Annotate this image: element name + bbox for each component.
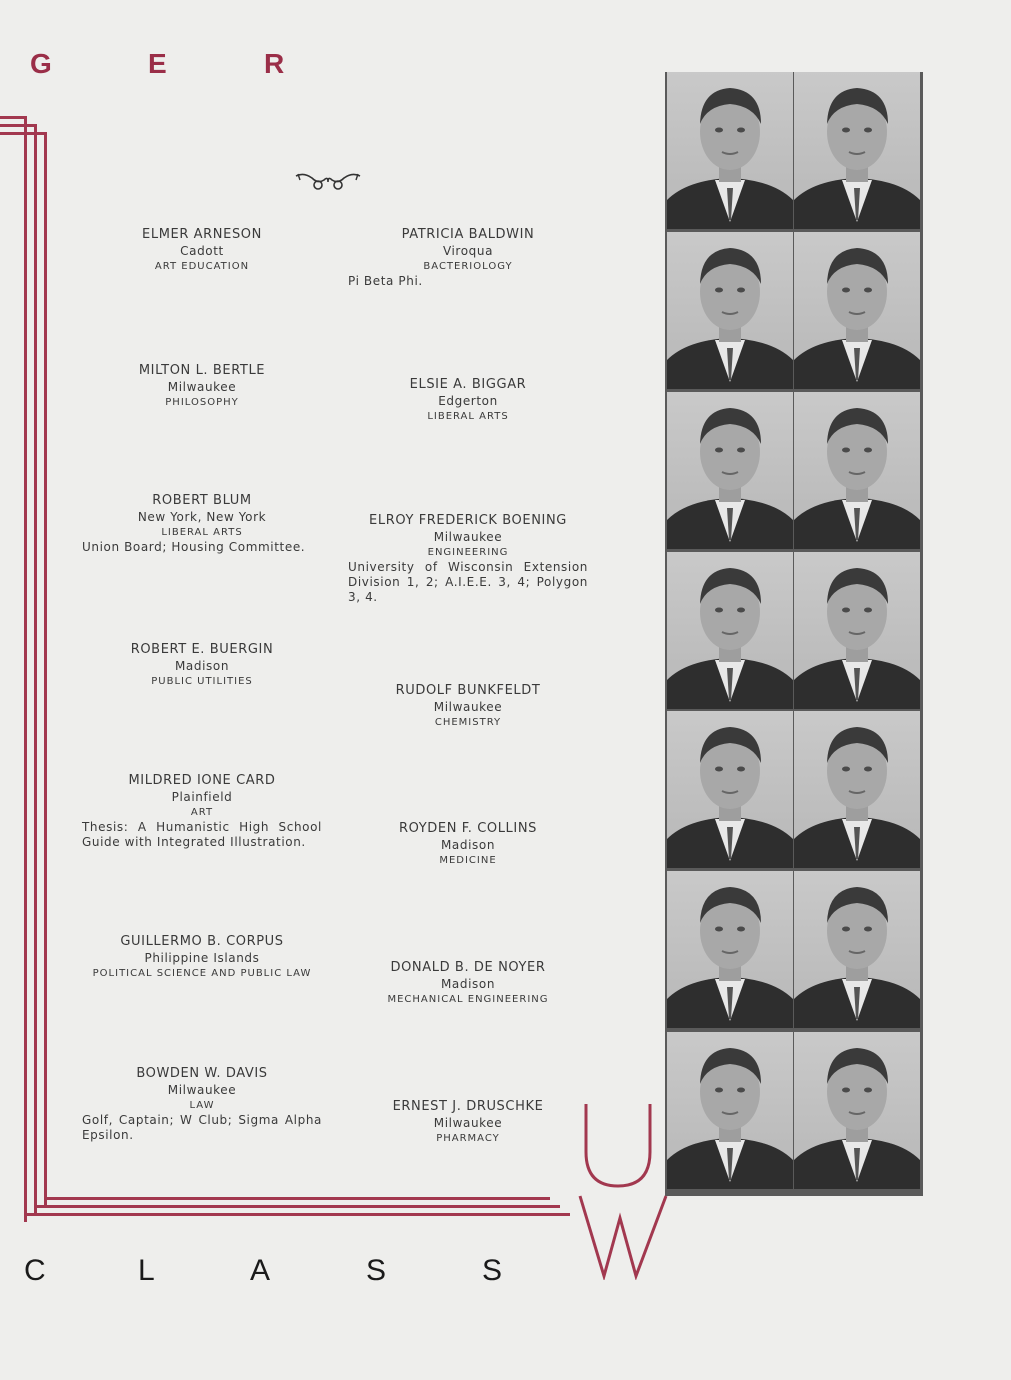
student-department: LIBERAL ARTS	[427, 411, 509, 422]
student-hometown: Milwaukee	[433, 1116, 503, 1130]
footer-letter-s: S	[482, 1254, 503, 1287]
student-portrait	[667, 1032, 793, 1189]
student-entry	[348, 512, 588, 605]
scroll-ornament-icon	[294, 168, 362, 194]
student-department: BACTERIOLOGY	[423, 261, 513, 272]
student-portrait	[794, 72, 920, 229]
footer-letter-s: S	[366, 1254, 387, 1287]
student-activities: University of Wisconsin Extension Division 1, 2; A.I.E.E. 3, 4; Polygon 3, 4.	[348, 560, 588, 604]
student-portrait	[667, 552, 793, 709]
student-portrait	[667, 72, 793, 229]
student-department: CHEMISTRY	[434, 717, 502, 728]
header-letter-r: R	[264, 48, 285, 79]
student-hometown: Milwaukee	[167, 1083, 237, 1097]
student-portrait	[794, 232, 920, 389]
student-portrait	[794, 392, 920, 549]
student-entry	[82, 492, 322, 555]
student-entry	[82, 362, 322, 410]
student-hometown: New York, New York	[137, 510, 267, 524]
student-portrait	[794, 871, 920, 1028]
footer-letter-l: L	[138, 1254, 155, 1287]
student-name: ROBERT BLUM	[152, 493, 252, 508]
student-name: GUILLERMO B. CORPUS	[120, 934, 284, 949]
student-hometown: Cadott	[180, 244, 224, 258]
student-department: PHARMACY	[436, 1133, 500, 1144]
student-portrait	[794, 552, 920, 709]
student-name: RUDOLF BUNKFELDT	[395, 683, 541, 698]
student-entry	[348, 226, 588, 289]
student-department: PUBLIC UTILITIES	[151, 676, 253, 687]
student-name: ERNEST J. DRUSCHKE	[392, 1099, 544, 1114]
student-hometown: Milwaukee	[433, 530, 503, 544]
footer-letter-a: A	[250, 1254, 271, 1287]
footer-letter-c: C	[24, 1254, 46, 1287]
student-name: PATRICIA BALDWIN	[401, 227, 535, 242]
student-name: ELSIE A. BIGGAR	[409, 377, 527, 392]
student-entry	[82, 772, 322, 850]
student-activities: Golf, Captain; W Club; Sigma Alpha Epsilon.	[82, 1113, 322, 1142]
header-letter-g: G	[30, 48, 52, 79]
student-name: ELMER ARNESON	[142, 227, 262, 242]
student-entry	[82, 226, 322, 274]
student-hometown: Madison	[440, 838, 496, 852]
student-name: MILTON L. BERTLE	[138, 363, 266, 378]
portrait-grid	[665, 72, 923, 1196]
student-hometown: Madison	[174, 659, 230, 673]
student-department: POLITICAL SCIENCE AND PUBLIC LAW	[92, 968, 312, 979]
student-name: ELROY FREDERICK BOENING	[369, 513, 567, 528]
student-activities: Union Board; Housing Committee.	[82, 540, 306, 554]
student-portrait	[667, 871, 793, 1028]
student-entry	[82, 1065, 322, 1143]
student-hometown: Milwaukee	[433, 700, 503, 714]
student-hometown: Philippine Islands	[144, 951, 260, 965]
header-letter-e: E	[148, 48, 167, 79]
uw-monogram-logo	[570, 1100, 670, 1280]
student-portrait	[667, 711, 793, 868]
student-name: ROBERT E. BUERGIN	[130, 642, 274, 657]
student-portrait	[794, 711, 920, 868]
student-portrait	[667, 392, 793, 549]
student-entry	[82, 641, 322, 689]
student-hometown: Edgerton	[438, 394, 498, 408]
student-name: BOWDEN W. DAVIS	[136, 1066, 268, 1081]
student-hometown: Madison	[440, 977, 496, 991]
student-activities: Pi Beta Phi.	[348, 274, 423, 288]
student-entry	[348, 682, 588, 730]
student-department: MECHANICAL ENGINEERING	[387, 994, 549, 1005]
student-entry	[82, 933, 322, 981]
student-portrait	[794, 1032, 920, 1189]
student-hometown: Milwaukee	[167, 380, 237, 394]
student-department: ART	[190, 807, 214, 818]
student-entry	[348, 376, 588, 424]
student-department: LIBERAL ARTS	[161, 527, 243, 538]
student-activities: Thesis: A Humanistic High School Guide with Integrated Illustration.	[82, 820, 322, 849]
student-department: ENGINEERING	[427, 547, 509, 558]
student-entry	[348, 820, 588, 868]
student-hometown: Plainfield	[171, 790, 233, 804]
student-hometown: Viroqua	[442, 244, 494, 258]
student-portrait	[667, 232, 793, 389]
student-department: LAW	[189, 1100, 215, 1111]
student-entry	[348, 1098, 588, 1146]
student-name: MILDRED IONE CARD	[128, 773, 276, 788]
student-entry	[348, 959, 588, 1007]
student-name: ROYDEN F. COLLINS	[398, 821, 538, 836]
student-department: MEDICINE	[439, 855, 497, 866]
student-department: PHILOSOPHY	[165, 397, 239, 408]
student-name: DONALD B. DE NOYER	[390, 960, 546, 975]
student-department: ART EDUCATION	[154, 261, 250, 272]
